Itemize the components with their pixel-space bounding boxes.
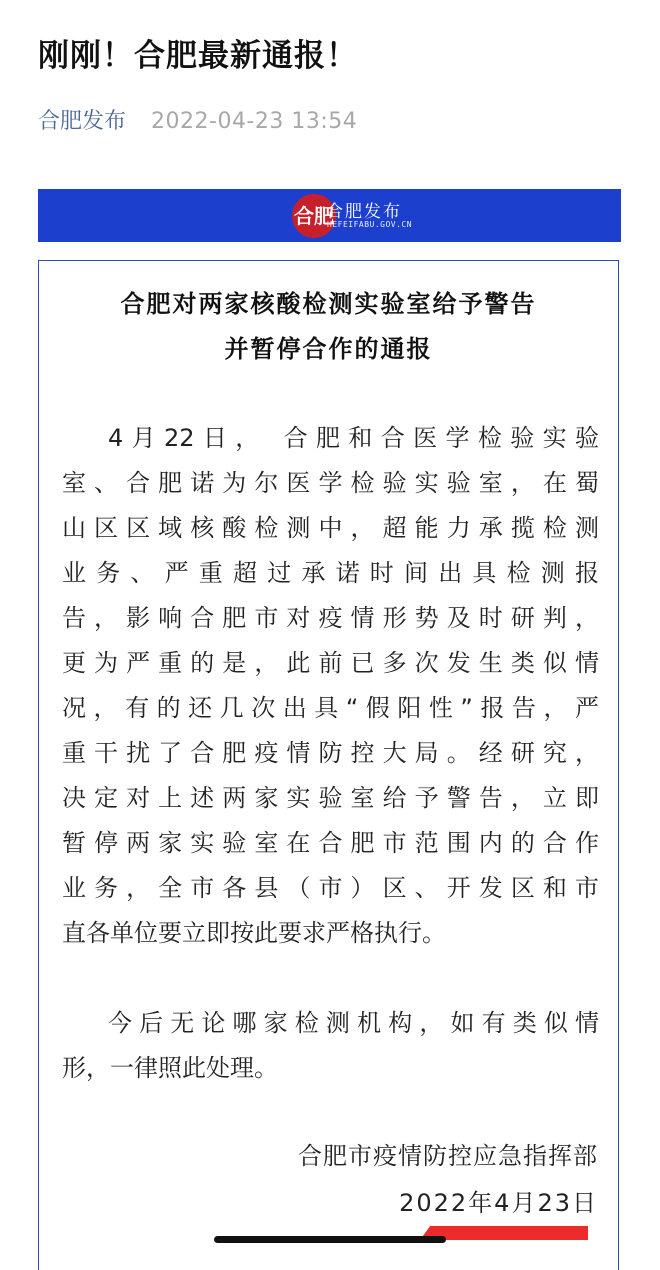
article-meta <box>38 104 357 135</box>
paragraph-1-line: 更为严重的是，此前已多次发生类似情 <box>62 649 599 677</box>
paragraph-1-line: 告，影响合肥市对疫情形势及时研判， <box>62 604 599 632</box>
signature-organization: 合肥市疫情防控应急指挥部 <box>298 1142 598 1170</box>
paragraph-1-line: 室、合肥诺为尔医学检验实验室，在蜀 <box>62 469 599 497</box>
paragraph-2-line: 形，一律照此处理。 <box>62 1054 278 1082</box>
banner-brand-name: 合肥发布 <box>326 202 402 222</box>
signature-date: 2022年4月23日 <box>399 1189 598 1217</box>
paragraph-1-line: 业务、严重超过承诺时间出具检测报 <box>62 559 599 587</box>
paragraph-1-line: 山区区域核酸检测中，超能力承揽检测 <box>62 514 599 542</box>
paragraph-1-line: 业务，全市各县（市）区、开发区和市 <box>62 874 599 902</box>
account-name-link[interactable]: 合肥发布 <box>38 109 127 134</box>
notice-heading-line-1: 合肥对两家核酸检测实验室给予警告 <box>120 290 537 318</box>
publish-time: 2022-04-23 13:54 <box>151 109 358 134</box>
article-title: 刚刚！合肥最新通报！ <box>38 38 358 74</box>
notice-heading-line-2: 并暂停合作的通报 <box>224 335 433 363</box>
paragraph-1-line: 直各单位要立即按此要求严格执行。 <box>62 919 446 947</box>
banner-domain: HEFEIFABU.GOV.CN <box>327 220 413 229</box>
home-indicator[interactable] <box>214 1236 446 1243</box>
paragraph-1-line: 况，有的还几次出具“假阳性”报告，严 <box>62 694 599 722</box>
paragraph-2-line: 今后无论哪家检测机构，如有类似情 <box>108 1009 599 1037</box>
paragraph-1-line: 决定对上述两家实验室给予警告，立即 <box>62 784 599 812</box>
paragraph-1-line: 暂停两家实验室在合肥市范围内的合作 <box>62 829 599 857</box>
hefei-logo-seal-icon: 合肥 <box>292 194 336 238</box>
brand-banner <box>38 189 621 242</box>
paragraph-1-line: 重干扰了合肥疫情防控大局。经研究， <box>62 739 599 767</box>
paragraph-1-line: 4月22日， 合肥和合医学检验实验 <box>108 424 599 452</box>
